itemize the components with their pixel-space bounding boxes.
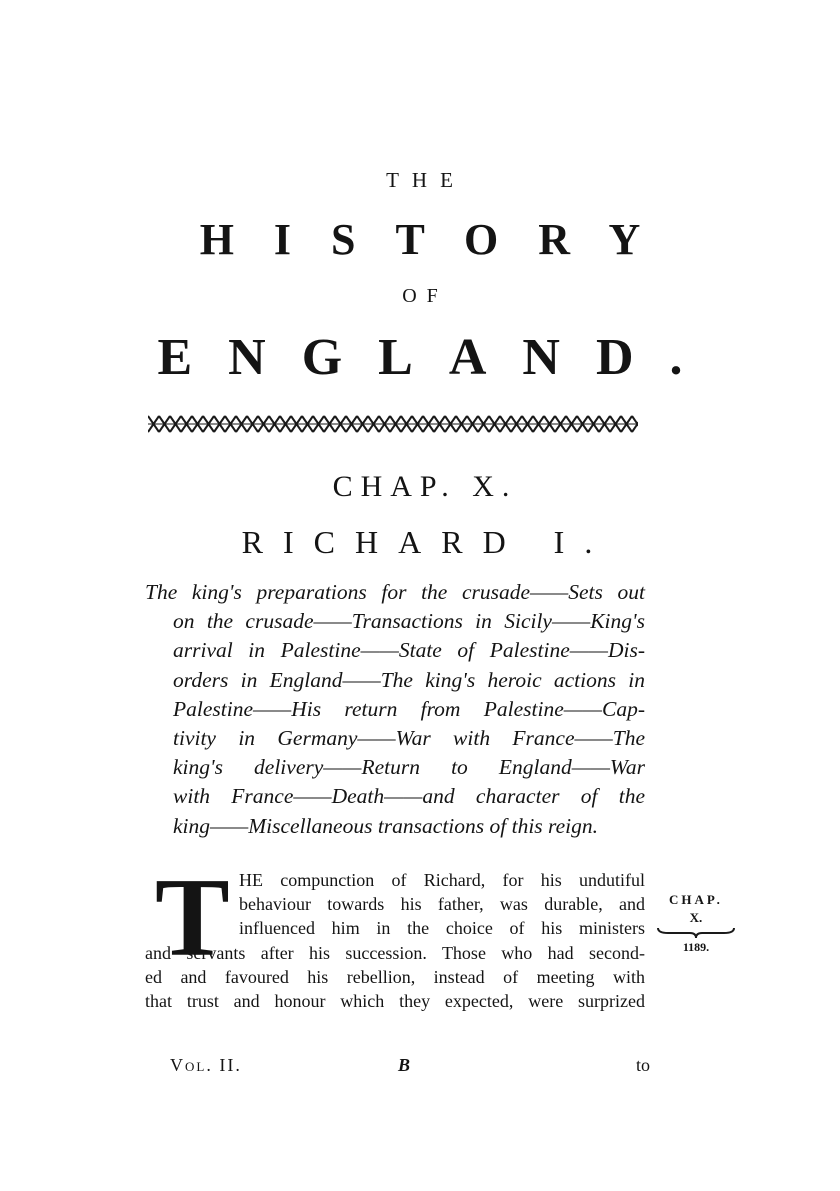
marginal-chap: CHAP. bbox=[669, 892, 723, 907]
summary-line: with France——Death——and character of the bbox=[173, 784, 645, 809]
summary-line: king's delivery——Return to England——War bbox=[173, 755, 645, 780]
chapter-heading: CHAP. X. bbox=[332, 470, 518, 503]
summary-line: on the crusade——Transactions in Sicily——King's bbox=[173, 609, 645, 634]
marginal-chapter-number: X. bbox=[689, 910, 703, 925]
body-line: that trust and honour which they expected, were surprized bbox=[145, 991, 645, 1012]
body-line: HE compunction of Richard, for his undutiful bbox=[239, 870, 645, 890]
page-footer bbox=[170, 1055, 650, 1079]
signature-mark: B bbox=[398, 1055, 411, 1075]
chapter-summary bbox=[145, 578, 645, 841]
catchword: to bbox=[635, 1055, 650, 1075]
summary-line: tivity in Germany——War with France——The bbox=[173, 726, 645, 751]
title-england: ENGLAND. bbox=[157, 329, 719, 386]
body-line: behaviour towards his father, was durable, and bbox=[239, 894, 645, 915]
marginal-note bbox=[652, 892, 740, 955]
summary-line: The king's preparations for the crusade——Sets out bbox=[145, 580, 645, 604]
title-the: THE bbox=[386, 168, 466, 192]
summary-line: arrival in Palestine——State of Palestine——Dis- bbox=[173, 638, 645, 663]
body-text bbox=[145, 856, 645, 1013]
summary-line: orders in England——The king's heroic actions in bbox=[173, 667, 645, 692]
chapter-monarch: RICHARD I. bbox=[241, 524, 613, 560]
brace-icon bbox=[656, 926, 736, 940]
body-line: influenced him in the choice of his ministers bbox=[239, 918, 645, 939]
body-line: and servants after his succession. Those who had second- bbox=[145, 942, 645, 963]
decorative-ornament-band bbox=[148, 413, 638, 435]
summary-line: Palestine——His return from Palestine——Cap- bbox=[173, 696, 645, 721]
drop-cap: T bbox=[155, 856, 230, 980]
summary-line: king——Miscellaneous transactions of this reign. bbox=[173, 813, 599, 838]
title-of: OF bbox=[402, 285, 448, 307]
body-line: ed and favoured his rebellion, instead of meeting with bbox=[145, 966, 645, 987]
marginal-year: 1189. bbox=[682, 940, 710, 954]
title-history: HISTORY bbox=[199, 215, 681, 264]
volume-label: Vol. II. bbox=[170, 1055, 242, 1075]
